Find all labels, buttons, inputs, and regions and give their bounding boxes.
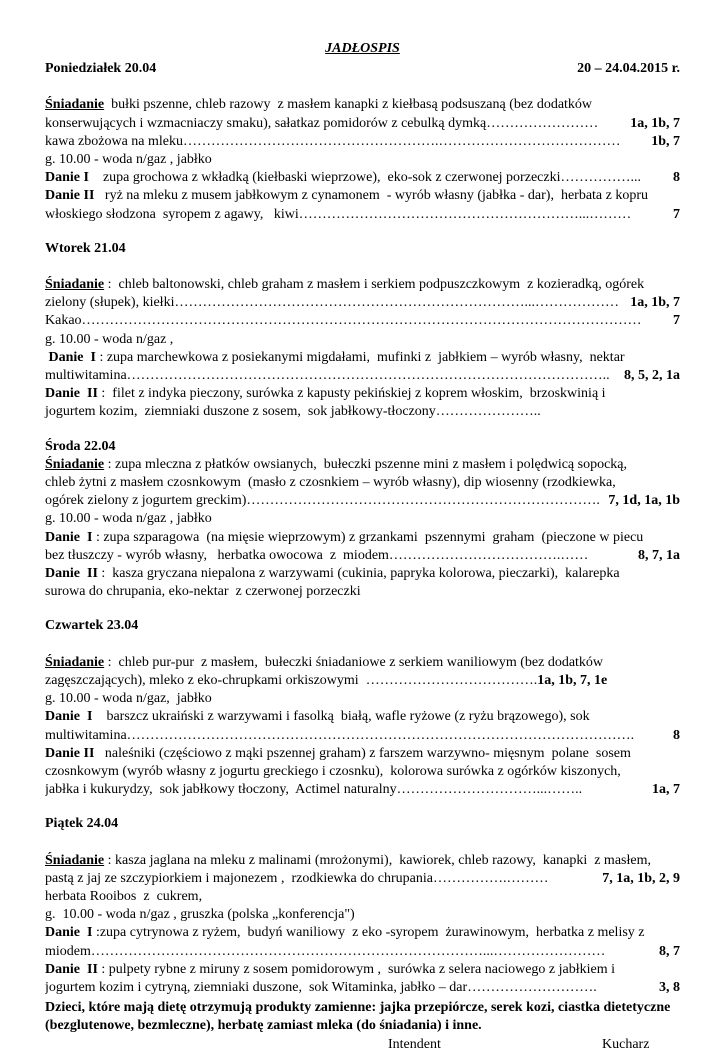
allergen-codes: 1a, 1b, 7, 1e [537,672,608,688]
breakfast-text: zielony (słupek), kiełki…………………………………………………………………...……………… [45,295,619,311]
allergen-codes: 1a, 1b, 7 [630,295,680,311]
day-title: Piątek 24.04 [45,816,119,832]
course2-text: jabłka i kukurydzy, sok jabłkowy tłoczony, Actimel naturalny…………………………...…….. [45,782,583,798]
meal-line: kawa zbożowa na mleku……………………………………………….………………………………… [45,133,621,149]
allergen-codes: 3, 8 [659,979,680,995]
snack-line: g. 10.00 - woda n/gaz , [45,331,174,347]
allergen-codes: 1a, 7 [652,782,680,798]
diet-note-line: (bezglutenowe, bezmleczne), herbatę zamiast mleka (do śniadania) i inne. [45,1018,482,1034]
allergen-codes: 1a, 1b, 7 [630,115,680,131]
day-title: Środa 22.04 [45,438,116,454]
day-title: Wtorek 21.04 [45,240,126,256]
day-title: Czwartek 23.04 [45,618,139,634]
course1-text: barszcz ukraiński z warzywami i fasolką białą, wafle ryżowe (z ryżu brązowego), sok [92,709,590,725]
course1-text: multiwitamina………………………………………………………………………………………….. [45,368,610,384]
course2-text: włoskiego słodzona syropem z agawy, kiwi……………………………………………………...……… [45,206,632,222]
day-wednesday [45,438,680,602]
breakfast-text: pastą z jaj ze szczypiorkiem i majonezem , rzodkiewka do chrupania…………….……… [45,870,549,886]
diet-note-line: Dzieci, które mają dietę otrzymują produkty zamienne: jajka przepiórcze, serek kozi, ciastka dietetyczne [45,1000,671,1016]
snack-line: g. 10.00 - woda n/gaz , gruszka (polska „konferencja") [45,907,355,923]
course1-text: miodem…………………………………………………………………………...…………………… [45,943,606,959]
meal-line: herbata Rooibos z cukrem, [45,888,203,904]
course2-label: Danie II [45,745,95,761]
breakfast-label: Śniadanie [45,277,105,293]
course2-text: jogurtem kozim i cytryną, ziemniaki duszone, sok Witaminka, jabłko – dar………………………. [45,979,597,995]
course2-text: jogurtem kozim, ziemniaki duszone z sosem, sok jabłkowy-tłoczony………………….. [45,404,541,420]
snack-line: g. 10.00 - woda n/gaz, jabłko [45,691,212,707]
allergen-codes: 7, 1d, 1a, 1b [608,493,680,509]
course1-label: Danie I [45,925,93,941]
allergen-codes: 7 [673,313,680,329]
course1-text: bez tłuszczy - wyrób własny, herbatka owocowa z miodem……………………………….…… [45,547,589,563]
course1-label: Danie I [45,529,93,545]
header-day: Poniedziałek 20.04 [45,61,157,77]
allergen-codes: 8 [673,170,680,186]
day-tuesday [45,240,680,422]
course2-text: czosnkowym (wyrób własny z jogurtu greckiego i czosnku), kolorowa surówka z ogórków kiszonych, [45,763,621,779]
day-monday [45,96,680,223]
breakfast-text: zagęszczających), mleko z eko-chrupkami orkiszowymi ………………………………. [45,672,538,688]
day-friday [45,815,680,997]
snack-line: g. 10.00 - woda n/gaz , jabłko [45,152,212,168]
breakfast-text: ogórek zielony z jogurtem greckim)…………………………………………………………………. [45,493,600,509]
breakfast-text: chleb żytni z masłem czosnkowym (masło z czosnkiem – wyrób własny), dip wiosenny (rzodkiewka, [45,475,616,491]
breakfast-label: Śniadanie [45,456,105,472]
course2-label: Danie II [45,188,95,204]
breakfast-label: Śniadanie [45,852,105,868]
course2-text: surowa do chrupania, eko-nektar z czerwonej porzeczki [45,584,361,600]
allergen-codes: 7, 1a, 1b, 2, 9 [602,870,680,886]
diet-note [45,999,680,1035]
allergen-codes: 8, 7 [659,943,680,959]
breakfast-text: konserwujących i wzmacniaczy smaku), sałatkaz pomidorów z cebulką dymką…………………… [45,115,599,131]
breakfast-label: Śniadanie [45,654,105,670]
breakfast-text: : chleb pur-pur z masłem, bułeczki śniadaniowe z serkiem waniliowym (bez dodatków [104,654,604,670]
document-title: JADŁOSPIS [325,41,400,56]
breakfast-label: Śniadanie [45,97,105,113]
course2-text: : filet z indyka pieczony, surówka z kapusty pekińskiej z koprem włoskim, brzoskwinią i [97,386,606,402]
course1-label: Danie I [45,709,93,725]
meal-line: Kakao………………………………………………………………………………………………………… [45,313,642,329]
signature-intendent: Intendent [388,1036,441,1052]
breakfast-text: : zupa mleczna z płatków owsianych, bułeczki pszenne mini z masłem i polędwicą sopocką, [104,456,628,472]
course2-text: : pulpety rybne z miruny z sosem pomidorowym , surówka z selera naciowego z jabłkiem i [97,961,615,977]
breakfast-text: bułki pszenne, chleb razowy z masłem kanapki z kiełbasą podsuszaną (bez dodatków [104,97,593,113]
breakfast-text: : chleb baltonowski, chleb graham z masłem i serkiem podpuszczkowym z kozieradką, ogórek [104,277,645,293]
course1-text: : zupa szparagowa (na mięsie wieprzowym) z grzankami pszennymi graham (pieczone w piecu [92,529,644,545]
signature-kucharz: Kucharz [602,1036,650,1052]
course2-text: naleśniki (częściowo z mąki pszennej graham) z farszem warzywno- mięsnym polane sosem [94,745,631,761]
course2-text: ryż na mleku z musem jabłkowym z cynamonem - wyrób własny (jabłka - dar), herbata z kopru [94,188,649,204]
course2-label: Danie II [45,386,98,402]
course1-text: zupa grochowa z wkładką (kiełbaski wieprzowe), eko-sok z czerwonej porzeczki……………... [88,170,641,186]
allergen-codes: 8, 5, 2, 1a [624,368,680,384]
header-date-range: 20 – 24.04.2015 r. [577,61,680,77]
course1-label: Danie I [48,349,96,365]
allergen-codes: 8, 7, 1a [638,547,680,563]
signatures [45,1036,680,1054]
course2-text: : kasza gryczana niepalona z warzywami (cukinia, papryka kolorowa, pieczarki), kalarepka [97,566,620,582]
snack-line: g. 10.00 - woda n/gaz , jabłko [45,511,212,527]
allergen-codes: 7 [673,206,680,222]
day-thursday [45,617,680,799]
course2-label: Danie II [45,961,98,977]
allergen-codes: 8 [673,727,680,743]
header-row [45,60,680,78]
breakfast-text: : kasza jaglana na mleku z malinami (mrożonymi), kawiorek, chleb razowy, kanapki z masłem, [104,852,651,868]
course1-label: Danie I [45,170,89,186]
course1-text: : zupa marchewkowa z posiekanymi migdałami, mufinki z jabłkiem – wyrób własny, nektar [95,349,625,365]
course1-text: multiwitamina………………………………………………………………………………………………. [45,727,635,743]
course1-text: :zupa cytrynowa z ryżem, budyń waniliowy z eko -syropem żurawinowym, herbatka z melisy z [92,925,645,941]
allergen-codes: 1b, 7 [651,133,680,149]
course2-label: Danie II [45,566,98,582]
